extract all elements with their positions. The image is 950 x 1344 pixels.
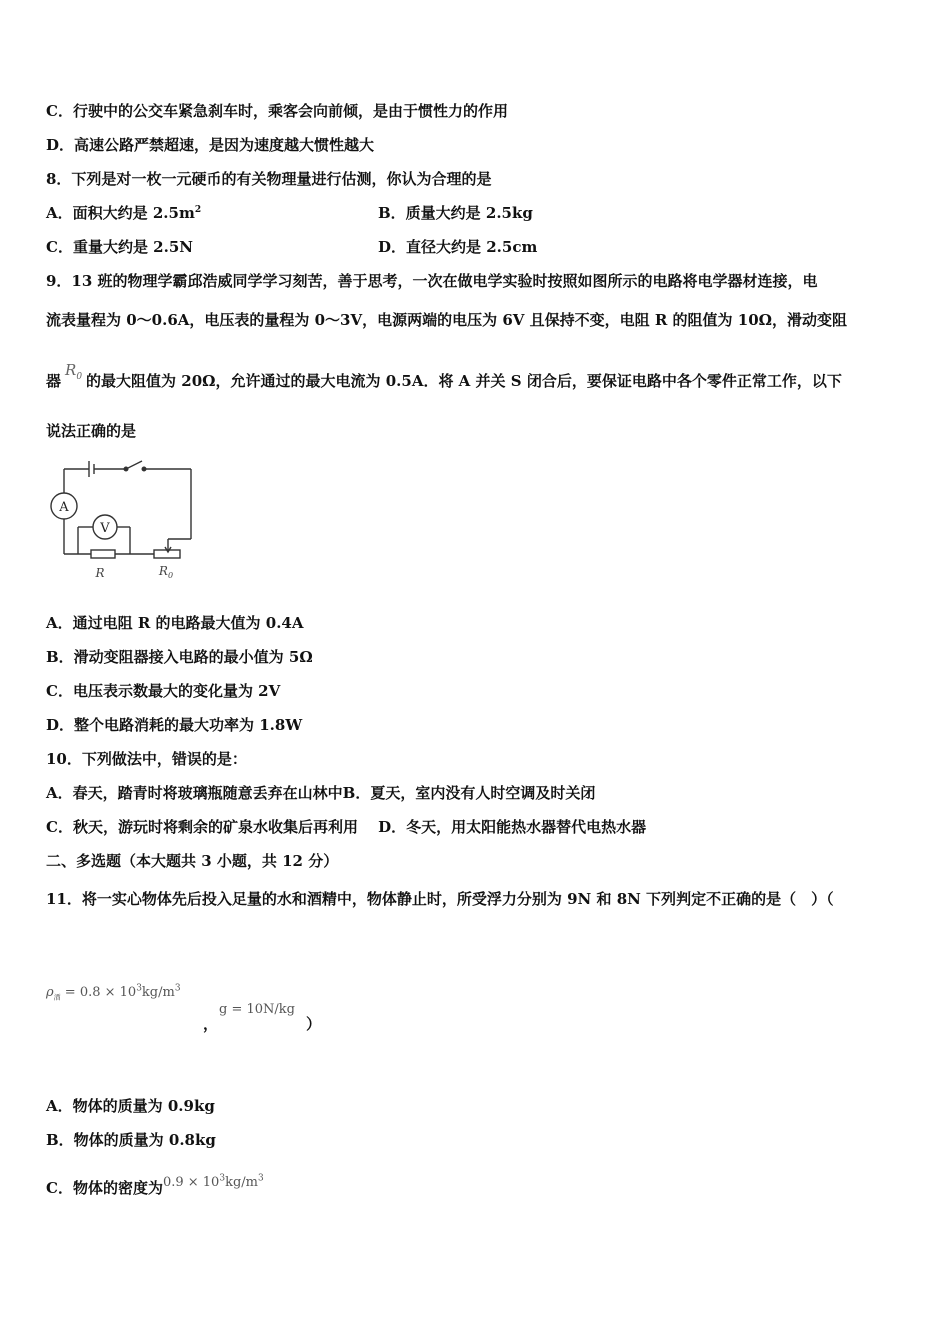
q11-option-b: B．物体的质量为 0.8kg <box>46 1131 216 1149</box>
q11-option-a: A．物体的质量为 0.9kg <box>46 1097 215 1115</box>
rho-symbol: ρ <box>46 985 54 1000</box>
circuit-diagram <box>44 455 204 585</box>
q9-option-b: B．滑动变阻器接入电路的最小值为 5Ω <box>46 648 313 666</box>
q8-option-d: D．直径大约是 2.5cm <box>378 238 538 256</box>
q10-options-ab: A．春天，踏青时将玻璃瓶随意丢弃在山林中B．夏天，室内没有人时空调及时关闭 <box>46 784 596 802</box>
resistor-r <box>91 550 115 558</box>
q7-option-c: C．行驶中的公交车紧急刹车时，乘客会向前倾，是由于惯性力的作用 <box>46 102 508 120</box>
q8-option-a-text: A．面积大约是 2.5m <box>46 204 195 222</box>
q9-line3-pre: 器 <box>46 372 62 390</box>
q9-stem-line4: 说法正确的是 <box>46 422 137 440</box>
q10-stem: 10．下列做法中，错误的是： <box>46 750 247 768</box>
resistor-r-label: R <box>95 566 105 580</box>
formula-separator-comma: ， <box>203 1015 219 1033</box>
q9-stem-line1: 9．13 班的物理学霸邱浩威同学学习刻苦，善于思考，一次在做电学实验时按照如图所示的电路将电学器材连接，电 <box>46 272 818 290</box>
q9-r0-symbol: $R_0$ <box>65 361 83 382</box>
section-heading: 二、多选题（本大题共 3 小题，共 12 分） <box>46 852 339 870</box>
rho-subscript: 酒 <box>53 993 61 1002</box>
gravity-formula: g = 10N/kg <box>219 1002 295 1017</box>
q8-option-a <box>46 203 201 223</box>
alcohol-density-formula: $\rho_酒 = 0.8 \times 10^3kg/m^3$ <box>46 983 181 1002</box>
q8-option-a-exponent: 2 <box>194 205 202 215</box>
q10-options-cd: C．秋天，游玩时将剩余的矿泉水收集后再利用 D．冬天，用太阳能热水器替代电热水器 <box>46 818 647 836</box>
q11-option-c-text: C．物体的密度为 <box>46 1179 163 1197</box>
q11-option-c-formula: $0.9 \times 10^3kg/m^3$ <box>162 1173 264 1190</box>
q9-option-a: A．通过电阻 R 的电路最大值为 0.4A <box>46 614 304 632</box>
q8-option-b: B．质量大约是 2.5kg <box>378 204 533 222</box>
q7-option-d: D．高速公路严禁超速，是因为速度越大惯性越大 <box>46 136 375 154</box>
q11-stem: 11．将一实心物体先后投入足量的水和酒精中，物体静止时，所受浮力分别为 9N 和 8N 下列判定不正确的是（ ）（ <box>46 890 834 908</box>
q8-stem: 8．下列是对一枚一元硬币的有关物理量进行估测，你认为合理的是 <box>46 170 492 188</box>
q8-option-c: C．重量大约是 2.5N <box>46 238 193 256</box>
formula-close-paren: ） <box>306 1015 322 1033</box>
q9-option-c: C．电压表示数最大的变化量为 2V <box>46 682 281 700</box>
q9-line3-post: 的最大阻值为 20Ω，允许通过的最大电流为 0.5A．将 A 并关 S 闭合后，要保证电路中各个零件正常工作，以下 <box>86 372 842 390</box>
q9-stem-line3 <box>46 361 842 391</box>
q9-option-d: D．整个电路消耗的最大功率为 1.8W <box>46 716 303 734</box>
rheostat-r0-label: $R_0$ <box>158 564 174 580</box>
q9-stem-line2: 流表量程为 0～0.6A，电压表的量程为 0～3V，电源两端的电压为 6V 且保持不变，电阻 R 的阻值为 10Ω，滑动变阻 <box>46 311 848 329</box>
voltmeter-label: V <box>100 521 110 536</box>
ammeter-label: A <box>59 500 69 515</box>
q11-option-c <box>46 1173 264 1200</box>
switch-blade <box>126 461 142 469</box>
